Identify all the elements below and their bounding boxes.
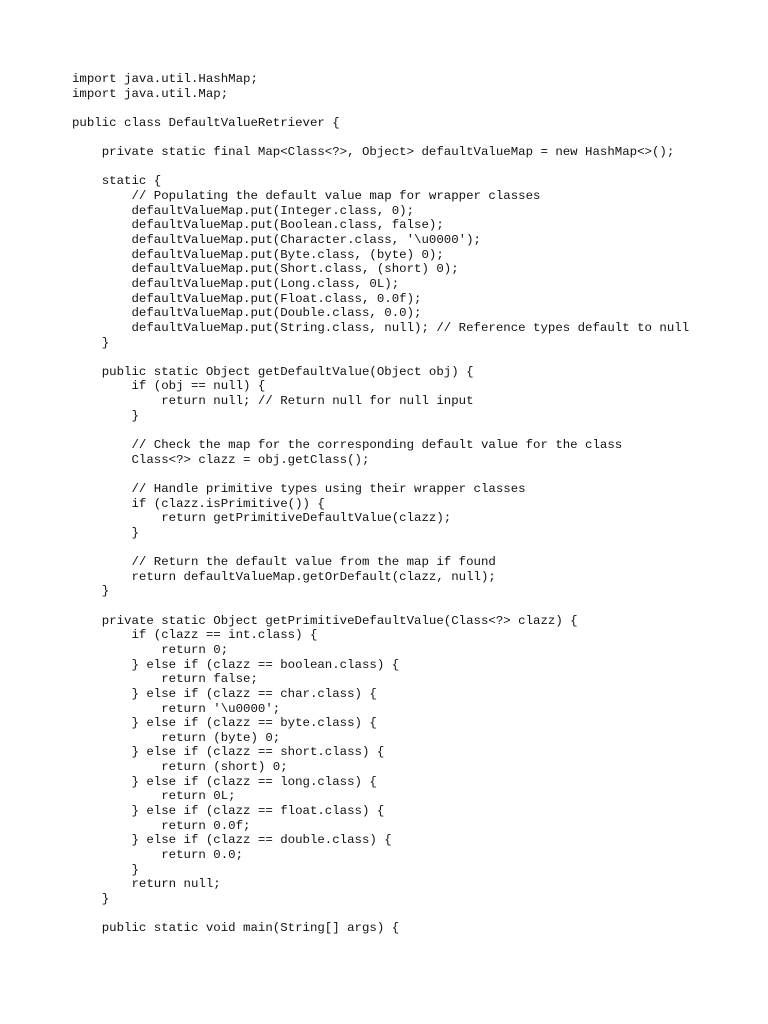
code-line: public static Object getDefaultValue(Object obj) { <box>72 364 474 379</box>
code-line: private static Object getPrimitiveDefaultValue(Class<?> clazz) { <box>72 613 578 628</box>
code-line: return (byte) 0; <box>72 730 281 745</box>
code-line: if (clazz == int.class) { <box>72 628 318 643</box>
code-line: defaultValueMap.put(Boolean.class, false); <box>72 218 444 233</box>
code-line: return false; <box>72 672 258 687</box>
code-line: } else if (clazz == double.class) { <box>72 833 392 848</box>
code-line: return null; <box>72 877 221 892</box>
code-line: if (clazz.isPrimitive()) { <box>72 496 325 511</box>
code-line: defaultValueMap.put(Byte.class, (byte) 0); <box>72 247 444 262</box>
code-line: defaultValueMap.put(Long.class, 0L); <box>72 276 400 291</box>
code-line <box>72 160 689 175</box>
code-line: return 0L; <box>72 789 236 804</box>
code-line: public class DefaultValueRetriever { <box>72 115 340 130</box>
code-listing <box>72 72 689 936</box>
code-line: import java.util.Map; <box>72 86 229 101</box>
code-line: } <box>72 584 110 599</box>
code-line: // Populating the default value map for wrapper classes <box>72 189 541 204</box>
code-line: } <box>72 891 110 906</box>
code-line: defaultValueMap.put(Character.class, '\u0000'); <box>72 233 481 248</box>
code-line: defaultValueMap.put(Short.class, (short) 0); <box>72 262 459 277</box>
code-line: return null; // Return null for null input <box>72 394 474 409</box>
code-line <box>72 599 689 614</box>
code-line <box>72 101 689 116</box>
code-line: } <box>72 525 139 540</box>
code-line: defaultValueMap.put(Integer.class, 0); <box>72 203 415 218</box>
code-line: } else if (clazz == float.class) { <box>72 804 385 819</box>
code-line: defaultValueMap.put(String.class, null); // Reference types default to null <box>72 320 690 335</box>
code-line: return getPrimitiveDefaultValue(clazz); <box>72 511 452 526</box>
code-line: } else if (clazz == boolean.class) { <box>72 657 400 672</box>
code-line <box>72 350 689 365</box>
code-line: } else if (clazz == byte.class) { <box>72 716 377 731</box>
code-line: Class<?> clazz = obj.getClass(); <box>72 452 370 467</box>
code-line: } <box>72 862 139 877</box>
code-line: return 0.0f; <box>72 818 251 833</box>
code-line: } <box>72 408 139 423</box>
code-line <box>72 131 689 146</box>
code-line: return '\u0000'; <box>72 701 281 716</box>
code-line: defaultValueMap.put(Float.class, 0.0f); <box>72 291 422 306</box>
code-line: return 0; <box>72 642 229 657</box>
code-line <box>72 541 689 556</box>
code-line: public static void main(String[] args) { <box>72 921 400 936</box>
code-line: } else if (clazz == char.class) { <box>72 686 377 701</box>
code-line <box>72 907 689 922</box>
code-line: // Return the default value from the map if found <box>72 555 496 570</box>
code-line: static { <box>72 174 162 189</box>
code-line <box>72 423 689 438</box>
code-line: private static final Map<Class<?>, Object> defaultValueMap = new HashMap<>(); <box>72 145 675 160</box>
code-line: } <box>72 335 110 350</box>
code-line: return (short) 0; <box>72 760 288 775</box>
code-line: // Check the map for the corresponding default value for the class <box>72 438 623 453</box>
code-line: return 0.0; <box>72 847 244 862</box>
code-line: } else if (clazz == long.class) { <box>72 774 377 789</box>
code-line <box>72 467 689 482</box>
code-line: if (obj == null) { <box>72 379 266 394</box>
code-line: import java.util.HashMap; <box>72 72 258 86</box>
code-line: defaultValueMap.put(Double.class, 0.0); <box>72 306 422 321</box>
code-line: // Handle primitive types using their wrapper classes <box>72 481 526 496</box>
code-line: } else if (clazz == short.class) { <box>72 745 385 760</box>
code-line: return defaultValueMap.getOrDefault(clazz, null); <box>72 569 496 584</box>
